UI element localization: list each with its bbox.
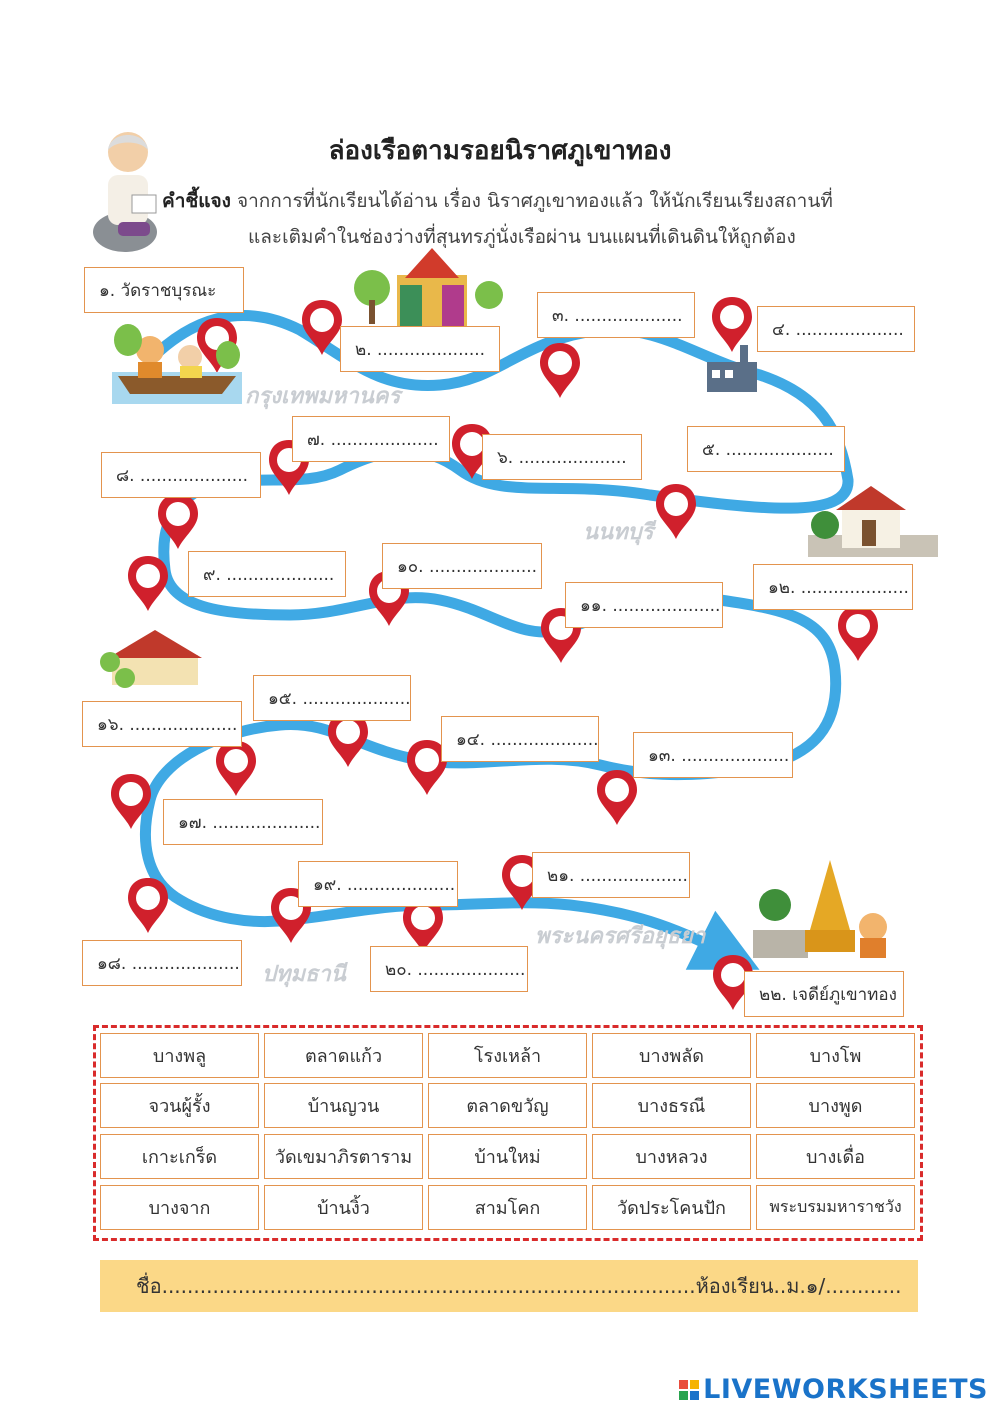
word-card[interactable]: วัดประโคนปัก xyxy=(592,1185,751,1230)
pin-icon[interactable] xyxy=(128,556,168,611)
logo-text: LIVEWORKSHEETS xyxy=(703,1374,988,1405)
pin-icon[interactable] xyxy=(540,343,580,398)
pin-icon[interactable] xyxy=(838,606,878,661)
word-card[interactable]: บางโพ xyxy=(756,1033,915,1078)
place-label-nonthaburi: นนทบุรี xyxy=(583,519,654,545)
word-card[interactable]: บ้านญวน xyxy=(264,1083,423,1128)
word-card[interactable]: บางธรณี xyxy=(592,1083,751,1128)
stop-box-15[interactable]: ๑๕. .................... xyxy=(253,675,411,721)
liveworksheets-logo xyxy=(679,1374,988,1405)
stop-box-16[interactable]: ๑๖. .................... xyxy=(82,701,242,747)
place-label-bangkok: กรุงเทพมหานคร xyxy=(245,383,401,409)
name-class-field[interactable]: ชื่อ....................................................................................ห้องเรียน..ม.๑/............ xyxy=(100,1260,918,1312)
stop-box-7[interactable]: ๗. .................... xyxy=(292,416,450,462)
word-card[interactable]: พระบรมมหาราชวัง xyxy=(756,1185,915,1230)
word-card[interactable]: บางพลู xyxy=(100,1033,259,1078)
stop-box-8[interactable]: ๘. .................... xyxy=(101,452,261,498)
page-title: ล่องเรือตามรอยนิราศภูเขาทอง xyxy=(328,136,672,166)
stop-box-5[interactable]: ๕. .................... xyxy=(687,426,845,472)
word-card[interactable]: บางพลัด xyxy=(592,1033,751,1078)
stop-box-14[interactable]: ๑๔. .................... xyxy=(441,716,599,762)
stop-box-9[interactable]: ๙. .................... xyxy=(188,551,346,597)
place-label-ayutthaya: พระนครศรีอยุธยา xyxy=(535,923,706,949)
stop-box-17[interactable]: ๑๗. .................... xyxy=(163,799,323,845)
stop-box-12[interactable]: ๑๒. .................... xyxy=(753,564,913,610)
word-card[interactable]: จวนผู้รั้ง xyxy=(100,1083,259,1128)
stop-box-22: ๒๒. เจดีย์ภูเขาทอง xyxy=(744,971,904,1017)
palace-illustration xyxy=(354,248,503,330)
golden-mount-illustration xyxy=(753,860,887,958)
pin-icon[interactable] xyxy=(712,297,752,352)
word-card[interactable]: ตลาดแก้ว xyxy=(264,1033,423,1078)
instruction-text-1: จากการที่นักเรียนได้อ่าน เรื่อง นิราศภูเขาทองแล้ว ให้นักเรียนเรียงสถานที่ xyxy=(236,190,833,212)
stop-box-18[interactable]: ๑๘. .................... xyxy=(82,940,242,986)
pin-icon[interactable] xyxy=(128,878,168,933)
logo-icon xyxy=(679,1380,699,1400)
stop-box-3[interactable]: ๓. .................... xyxy=(537,292,695,338)
stop-box-13[interactable]: ๑๓. .................... xyxy=(633,732,793,778)
old-man-illustration xyxy=(93,132,157,252)
stop-box-1: ๑. วัดราชบุรณะ xyxy=(84,267,244,313)
stop-box-4[interactable]: ๔. .................... xyxy=(757,306,915,352)
word-card[interactable]: บ้านใหม่ xyxy=(428,1134,587,1179)
instruction-line-1 xyxy=(162,186,833,216)
thai-house-illustration xyxy=(808,486,938,557)
word-card[interactable]: สามโคก xyxy=(428,1185,587,1230)
pin-icon[interactable] xyxy=(216,741,256,796)
instruction-label: คำชี้แจง xyxy=(162,190,231,212)
stop-box-2[interactable]: ๒. .................... xyxy=(340,326,500,372)
word-card[interactable]: บ้านงิ้ว xyxy=(264,1185,423,1230)
stop-box-20[interactable]: ๒๐. .................... xyxy=(370,946,528,992)
stop-box-21[interactable]: ๒๑. .................... xyxy=(532,852,690,898)
word-card[interactable]: บางพูด xyxy=(756,1083,915,1128)
word-card[interactable]: บางเดื่อ xyxy=(756,1134,915,1179)
factory-illustration xyxy=(707,345,757,392)
place-label-pathumthani: ปทุมธานี xyxy=(262,961,346,987)
word-card[interactable]: บางจาก xyxy=(100,1185,259,1230)
word-card[interactable]: ตลาดขวัญ xyxy=(428,1083,587,1128)
stop-box-6[interactable]: ๖. .................... xyxy=(482,434,642,480)
pin-icon[interactable] xyxy=(597,770,637,825)
word-card[interactable]: วัดเขมาภิรตาราม xyxy=(264,1134,423,1179)
temple-illustration xyxy=(100,630,202,688)
word-card[interactable]: เกาะเกร็ด xyxy=(100,1134,259,1179)
word-card[interactable]: โรงเหล้า xyxy=(428,1033,587,1078)
stop-box-19[interactable]: ๑๙. .................... xyxy=(298,861,458,907)
pin-icon[interactable] xyxy=(656,484,696,539)
word-card[interactable]: บางหลวง xyxy=(592,1134,751,1179)
stop-box-10[interactable]: ๑๐. .................... xyxy=(382,543,542,589)
stop-box-11[interactable]: ๑๑. .................... xyxy=(565,582,723,628)
instruction-line-2: และเติมคำในช่องว่างที่สุนทรภู่นั่งเรือผ่าน บนแผนที่เดินดินให้ถูกต้อง xyxy=(248,226,796,248)
